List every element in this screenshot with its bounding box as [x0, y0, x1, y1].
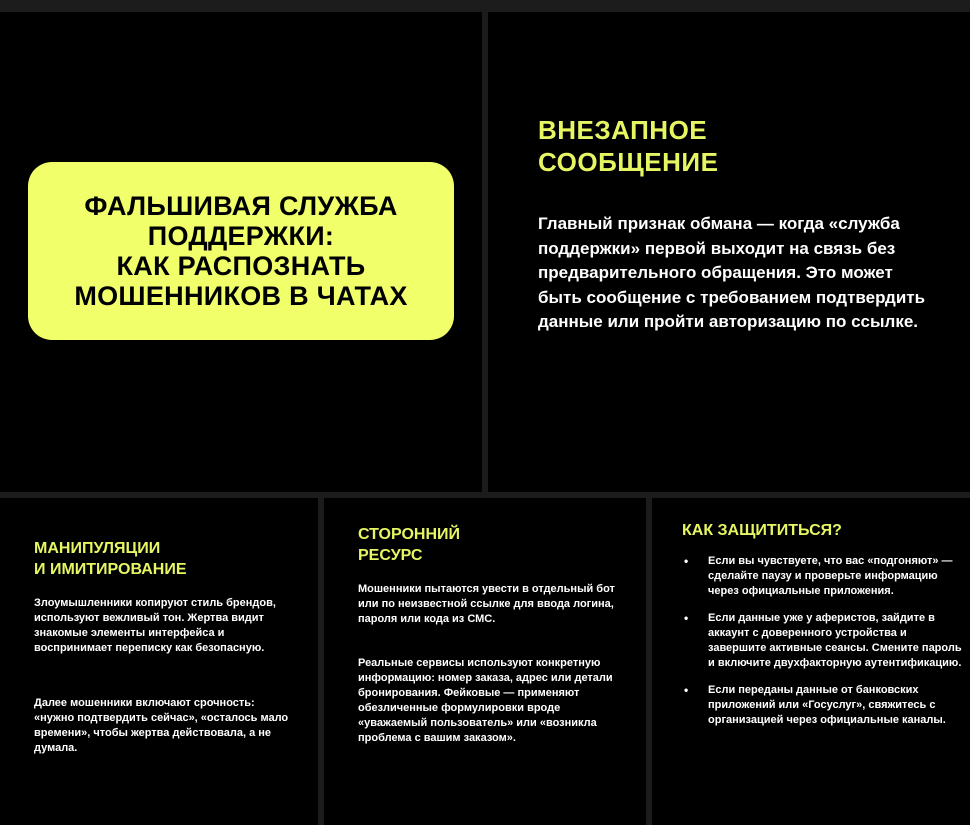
badge-line: ФАЛЬШИВАЯ СЛУЖБА — [84, 191, 398, 221]
badge-line: КАК РАСПОЗНАТЬ — [116, 251, 366, 281]
hero-panel — [0, 12, 482, 492]
title-line: СООБЩЕНИЕ — [538, 147, 719, 177]
how-to-protect-panel — [652, 498, 970, 825]
list-item: • Если переданы данные от банковских приложений или «Госуслуг», свяжитесь с организацией через официальные каналы. — [682, 683, 962, 728]
list-item: • Если вы чувствуете, что вас «подгоняют» — сделайте паузу и проверьте информацию через официальные приложения. — [682, 554, 962, 599]
tips-list — [682, 554, 962, 740]
section-title: КАК ЗАЩИТИТЬСЯ? — [682, 522, 842, 539]
sudden-message-panel — [488, 12, 970, 492]
section-title — [358, 524, 460, 566]
paragraph: Далее мошенники включают срочность: «нужно подтвердить сейчас», «осталось мало времени», чтобы жертва действовала, а не думала. — [34, 697, 289, 754]
title-line: РЕСУРС — [358, 547, 423, 564]
badge-line: ПОДДЕРЖКИ: — [147, 221, 335, 251]
paragraph: Реальные сервисы используют конкретную информацию: номер заказа, адрес или детали бронирования. Фейковые — применяют обезличенные формулировки вроде «уважаемый пользователь» или «возникла проблема с вашим заказом». — [358, 657, 613, 744]
title-line: ВНЕЗАПНОЕ — [538, 115, 708, 145]
section-title — [34, 538, 187, 580]
external-resource-panel — [324, 498, 646, 825]
title-badge — [28, 162, 454, 340]
title-line: И ИМИТИРОВАНИЕ — [34, 561, 187, 578]
manipulation-panel — [0, 498, 318, 825]
section-body: Главный признак обмана — когда «служба поддержки» первой выходит на связь без предварительного обращения. Это может быть сообщение с требованием подтвердить данные или пройти авторизацию по ссылке. — [538, 214, 926, 331]
paragraph: Мошенники пытаются увести в отдельный бот или по неизвестной ссылке для ввода логина, пароля или кода из СМС. — [358, 583, 615, 625]
title-line: МАНИПУЛЯЦИИ — [34, 540, 161, 557]
title-line: СТОРОННИЙ — [358, 526, 460, 543]
list-item: • Если данные уже у аферистов, зайдите в аккаунт с доверенного устройства и завершите активные сеансы. Смените пароль и включите двухфакторную аутентификацию. — [682, 611, 962, 671]
badge-line: МОШЕННИКОВ В ЧАТАХ — [74, 281, 408, 311]
paragraph: Злоумышленники копируют стиль брендов, используют вежливый тон. Жертва видит знакомые элементы интерфейса и воспринимает переписку как безопасную. — [34, 597, 276, 654]
section-title — [538, 114, 718, 178]
